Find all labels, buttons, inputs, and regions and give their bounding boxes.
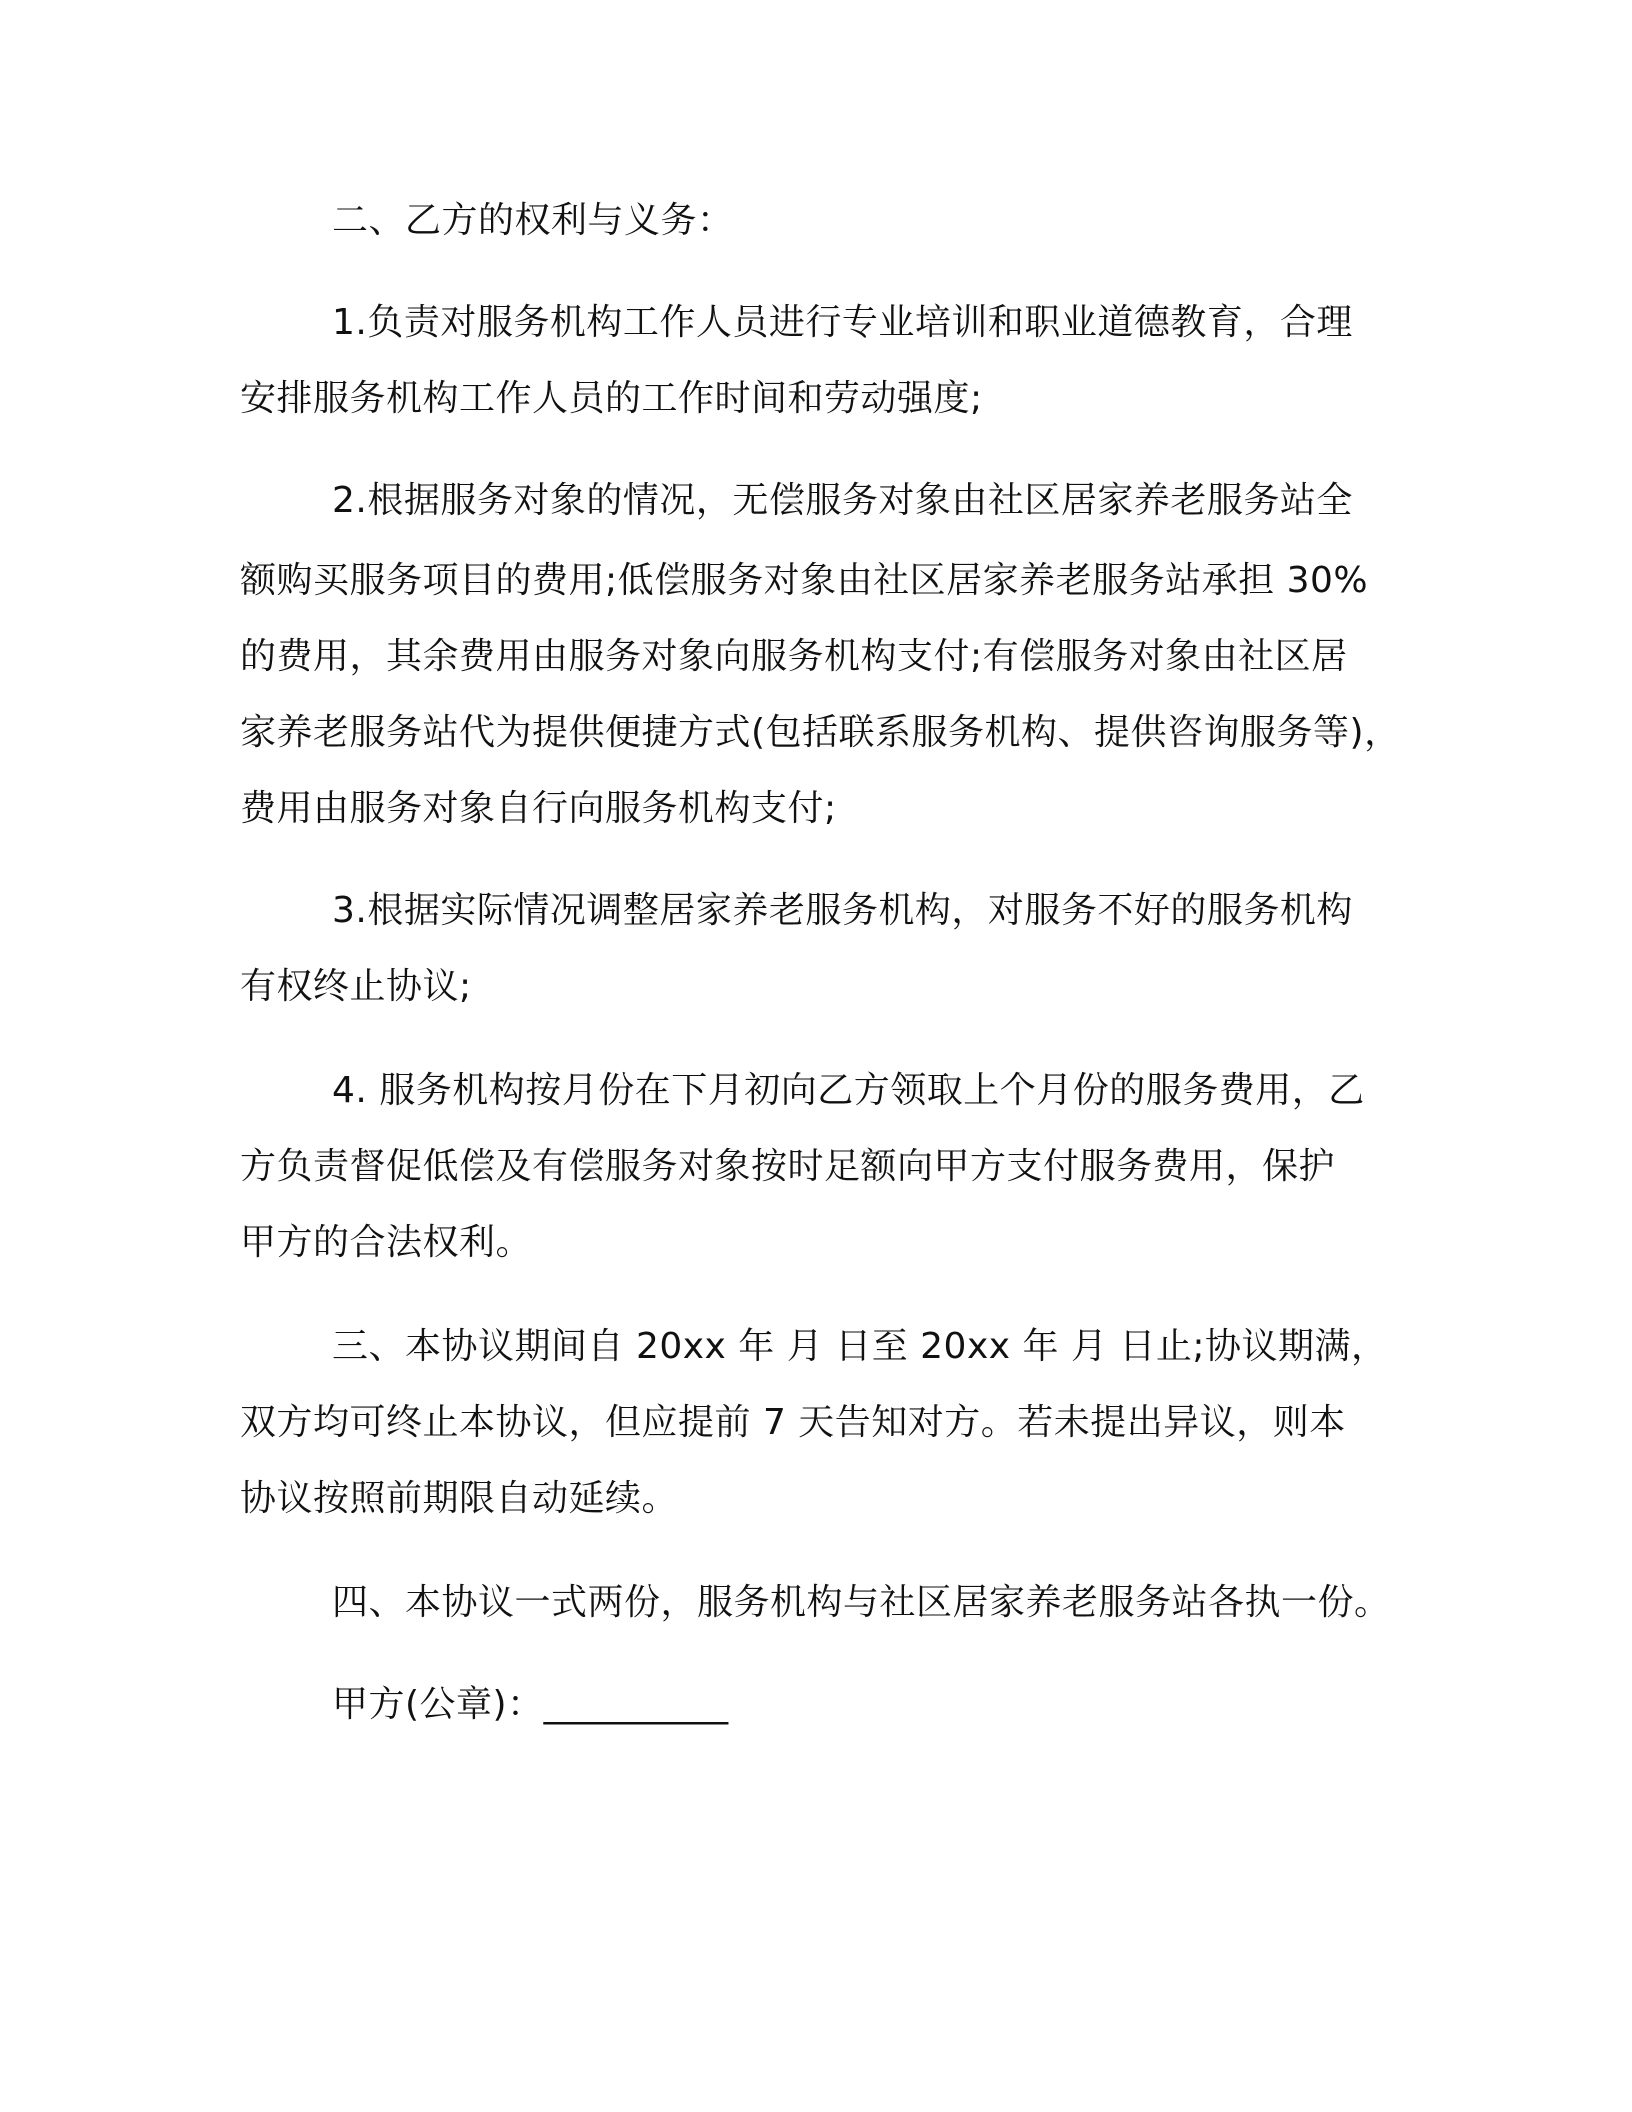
item-3-line-2: 有权终止协议;: [240, 966, 472, 1007]
item-2-line-5: 费用由服务对象自行向服务机构支付;: [240, 788, 837, 829]
item-3-line-1: 3.根据实际情况调整居家养老服务机构，对服务不好的服务机构: [332, 890, 1353, 931]
item-2-line-4: 家养老服务站代为提供便捷方式(包括联系服务机构、提供咨询服务等)，: [240, 712, 1401, 753]
section-heading-2: 二、乙方的权利与义务：: [332, 200, 734, 241]
item-4-line-3: 甲方的合法权利。: [240, 1222, 533, 1263]
section-3-line-3: 协议按照前期限自动延续。: [240, 1478, 679, 1519]
item-1-line-1: 1.负责对服务机构工作人员进行专业培训和职业道德教育，合理: [332, 302, 1353, 343]
item-2-line-3: 的费用，其余费用由服务对象向服务机构支付;有偿服务对象由社区居: [240, 636, 1348, 677]
item-1-line-2: 安排服务机构工作人员的工作时间和劳动强度;: [240, 378, 983, 419]
section-4-line: 四、本协议一式两份，服务机构与社区居家养老服务站各执一份。: [332, 1582, 1391, 1623]
signature-party-a: 甲方(公章)：__________: [332, 1684, 729, 1725]
item-4-line-2: 方负责督促低偿及有偿服务对象按时足额向甲方支付服务费用，保护: [240, 1146, 1336, 1187]
section-3-line-2: 双方均可终止本协议，但应提前 7 天告知对方。若未提出异议，则本: [240, 1402, 1346, 1443]
item-2-line-2: 额购买服务项目的费用;低偿服务对象由社区居家养老服务站承担 30%: [240, 560, 1369, 601]
item-4-line-1: 4. 服务机构按月份在下月初向乙方领取上个月份的服务费用，乙: [332, 1070, 1365, 1111]
section-3-line-1: 三、本协议期间自 20xx 年 月 日至 20xx 年 月 日止;协议期满，: [332, 1326, 1388, 1367]
item-2-line-1: 2.根据服务对象的情况，无偿服务对象由社区居家养老服务站全: [332, 480, 1353, 521]
